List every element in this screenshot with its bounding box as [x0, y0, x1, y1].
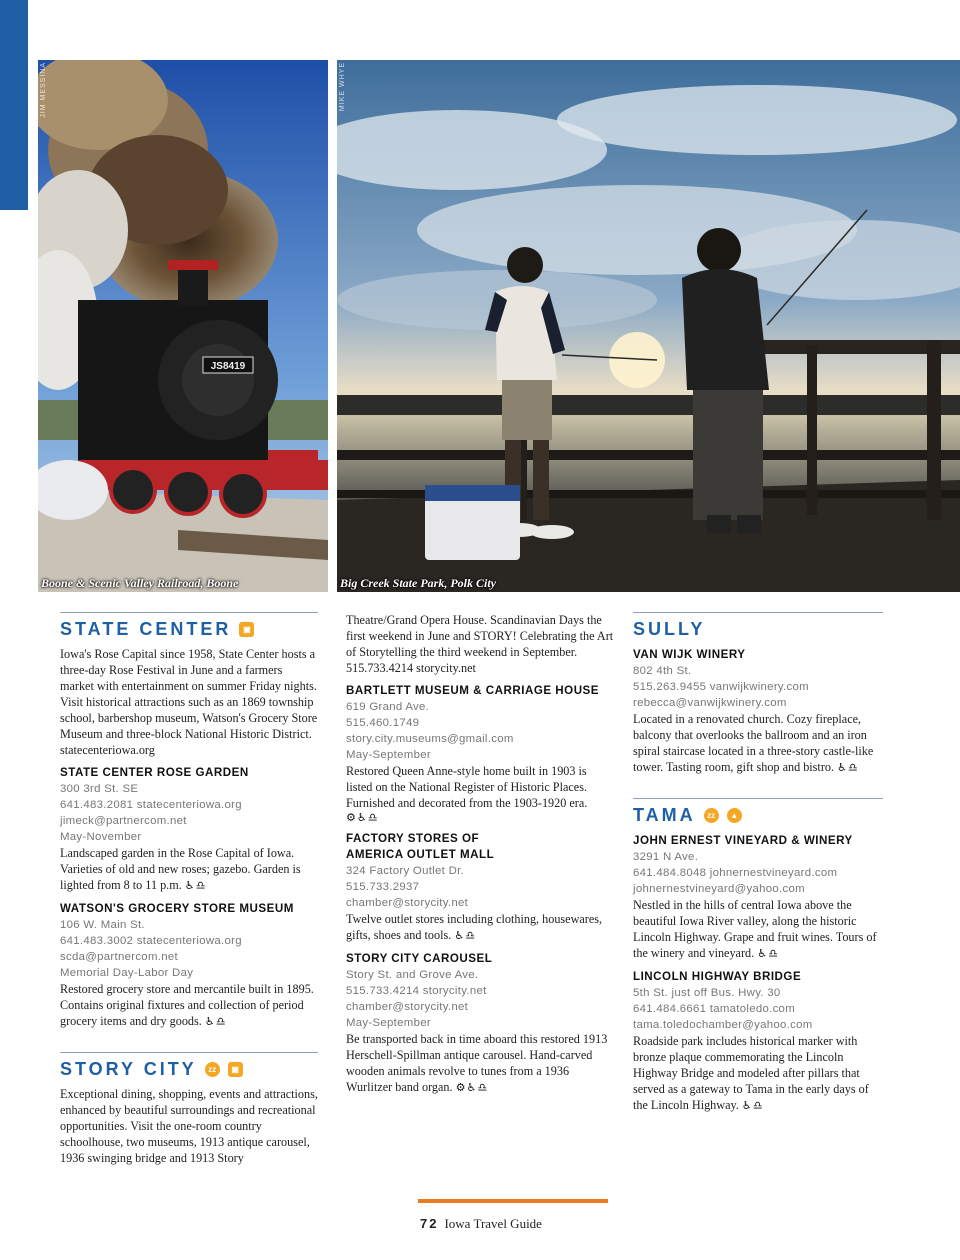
address: 324 Factory Outlet Dr.	[346, 865, 465, 877]
page-number: 72	[420, 1216, 439, 1231]
town-heading-story-city	[60, 1059, 318, 1080]
address: 300 3rd St. SE	[60, 783, 139, 795]
column-3	[633, 612, 883, 1114]
footer-accent-bar	[418, 1199, 608, 1203]
email: rebecca@vanwijkwinery.com	[633, 697, 787, 709]
bus-icon: ▣	[239, 622, 254, 637]
attraction-name: STORY CITY CAROUSEL	[346, 952, 493, 965]
attraction-story-city-carousel	[346, 951, 614, 1096]
town-title: STORY CITY	[60, 1059, 197, 1079]
email: scda@partnercom.net	[60, 951, 178, 963]
camping-icon: ▲	[727, 808, 742, 823]
email: story.city.museums@gmail.com	[346, 733, 514, 745]
page-footer	[420, 1216, 542, 1232]
description: Restored grocery store and mercantile built in 1895. Contains original fixtures and collection of period grocery items and dry goods. ♿♎	[60, 982, 314, 1028]
accessibility-icons: ♿♎	[454, 929, 477, 942]
photo-credit-right: MIKE WHYE	[339, 62, 346, 112]
address: 5th St. just off Bus. Hwy. 30	[633, 987, 781, 999]
town-title: TAMA	[633, 805, 696, 825]
phone: 515.460.1749	[346, 717, 420, 729]
town-title: SULLY	[633, 619, 706, 639]
attraction-name: STATE CENTER ROSE GARDEN	[60, 766, 249, 779]
bus-icon: ▣	[228, 1062, 243, 1077]
attraction-name-line-2: AMERICA OUTLET MALL	[346, 848, 495, 861]
attraction-john-ernest-vineyard	[633, 833, 883, 962]
section-rule	[633, 612, 883, 613]
season: Memorial Day-Labor Day	[60, 967, 194, 979]
attraction-name: WATSON'S GROCERY STORE MUSEUM	[60, 902, 294, 915]
phone-website: 641.483.2081 statecenteriowa.org	[60, 799, 242, 811]
phone-website: 515.263.9455 vanwijkwinery.com	[633, 681, 809, 693]
accessibility-icons: ♿♎	[741, 1099, 764, 1112]
accessibility-icons: ♿♎	[837, 761, 859, 774]
phone: 515.733.2937	[346, 881, 420, 893]
publication-name: Iowa Travel Guide	[444, 1216, 542, 1231]
attraction-bartlett-museum	[346, 683, 614, 824]
attraction-van-wijk-winery	[633, 647, 883, 776]
section-rule	[60, 1052, 318, 1053]
address: 3291 N Ave.	[633, 851, 699, 863]
photo-steam-train	[38, 60, 328, 592]
email: jimeck@partnercom.net	[60, 815, 187, 827]
section-color-tab	[0, 0, 28, 210]
story-city-intro-continued: Theatre/Grand Opera House. Scandinavian Days the first weekend in June and STORY! Celebrating the Art of Storytelling the third weekend in September. 515.733.4214 storycity.net	[346, 613, 614, 675]
phone-website: 515.733.4214 storycity.net	[346, 985, 487, 997]
lodging-icon: zz	[704, 808, 719, 823]
accessibility-icons: ♿♎	[757, 947, 779, 960]
town-heading-state-center	[60, 619, 318, 640]
lodging-icon: zz	[205, 1062, 220, 1077]
town-heading-tama	[633, 805, 883, 826]
description: Located in a renovated church. Cozy fireplace, balcony that overlooks the ballroom and an iron spiral staircase located in a three-story castle-like tower. Tasting room, gift shop and bistro. ♿♎	[633, 712, 874, 774]
address: 802 4th St.	[633, 665, 692, 677]
description: Landscaped garden in the Rose Capital of Iowa. Varieties of old and new roses; gazebo. Garden is lighted from 8 to 11 p.m. ♿♎	[60, 846, 301, 892]
email: chamber@storycity.net	[346, 1001, 469, 1013]
attraction-name: BARTLETT MUSEUM & CARRIAGE HOUSE	[346, 684, 600, 697]
phone-website: 641.483.3002 statecenteriowa.org	[60, 935, 242, 947]
locomotive-number: JS8419	[210, 361, 246, 372]
accessibility-icons: ⚙♿♎	[346, 811, 379, 824]
description: Restored Queen Anne-style home built in 1903 is listed on the National Register of Historic Places. Furnished and decorated from the 1903-1920 era.	[346, 764, 588, 810]
attraction-watsons	[60, 901, 318, 1030]
accessibility-icons: ⚙♿♎	[455, 1081, 489, 1094]
photo-fishing-pier	[337, 60, 960, 592]
state-center-intro: Iowa's Rose Capital since 1958, State Center hosts a three-day Rose Festival in June and a farmers market with entertainment on summer Friday nights. Visit historical attractions such as an 1869 township school, barbershop museum, Watson's Grocery Store Museum and three-block National Historic District. statecenteriowa.org	[60, 647, 318, 757]
attraction-name-line-1: FACTORY STORES OF	[346, 832, 480, 845]
description: Nestled in the hills of central Iowa above the beautiful Iowa River valley, along the historic Lincoln Highway. Grape and fruit wines. Tours of the winery and vineyard. ♿♎	[633, 898, 877, 960]
attraction-name: LINCOLN HIGHWAY BRIDGE	[633, 970, 802, 983]
description: Roadside park includes historical marker with bronze plaque commemorating the Lincoln Highway Bridge and modeled after pillars that served as a gateway to Tama in the early days of the Lincoln Highway. ♿♎	[633, 1034, 869, 1112]
description: Twelve outlet stores including clothing, housewares, gifts, shoes and tools. ♿♎	[346, 912, 603, 942]
season: May-September	[346, 749, 431, 761]
photo-credit-left: JIM MESSINA	[40, 62, 47, 118]
phone-website: 641.484.6661 tamatoledo.com	[633, 1003, 795, 1015]
email: tama.toledochamber@yahoo.com	[633, 1019, 813, 1031]
column-1	[60, 612, 318, 1166]
attraction-name: VAN WIJK WINERY	[633, 648, 746, 661]
attraction-factory-stores	[346, 831, 614, 944]
address: 106 W. Main St.	[60, 919, 145, 931]
section-rule	[633, 798, 883, 799]
section-rule	[60, 612, 318, 613]
address: 619 Grand Ave.	[346, 701, 430, 713]
photo-caption-left: Boone & Scenic Valley Railroad, Boone	[41, 576, 239, 590]
attraction-lincoln-highway-bridge	[633, 969, 883, 1114]
season: May-September	[346, 1017, 431, 1029]
season: May-November	[60, 831, 142, 843]
attraction-rose-garden	[60, 765, 318, 894]
accessibility-icons: ♿♎	[184, 879, 207, 892]
photo-caption-right: Big Creek State Park, Polk City	[340, 576, 496, 590]
email: chamber@storycity.net	[346, 897, 469, 909]
column-2	[346, 612, 614, 1096]
story-city-intro: Exceptional dining, shopping, events and attractions, enhanced by beautiful surroundings and recreational opportunities. Visit the one-room country schoolhouse, two museums, 1913 antique carousel, 1936 swinging bridge and 1913 Story	[60, 1087, 318, 1165]
town-heading-sully	[633, 619, 883, 640]
address: Story St. and Grove Ave.	[346, 969, 479, 981]
attraction-name: JOHN ERNEST VINEYARD & WINERY	[633, 834, 853, 847]
accessibility-icons: ♿♎	[204, 1015, 227, 1028]
phone-website: 641.484.8048 johnernestvineyard.com	[633, 867, 838, 879]
description: Be transported back in time aboard this restored 1913 Herschell-Spillman antique carousel. Hand-carved wooden animals revolve to tunes from a 1936 Wurlitzer band organ. ⚙♿♎	[346, 1032, 608, 1094]
town-title: STATE CENTER	[60, 619, 232, 639]
email: johnernestvineyard@yahoo.com	[633, 883, 805, 895]
